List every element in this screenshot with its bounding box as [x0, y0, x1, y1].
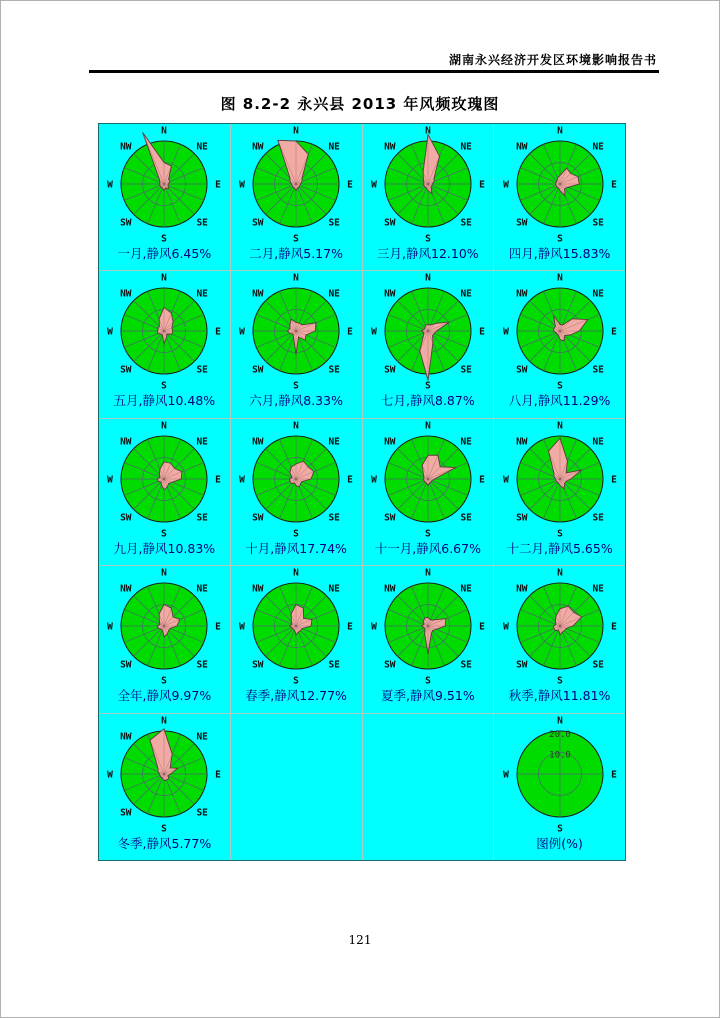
compass-label-S: S: [161, 528, 168, 537]
wind-rose-chart: [494, 566, 625, 684]
compass-label-N: N: [556, 125, 563, 137]
empty-cell: [231, 714, 362, 860]
compass-label-N: N: [161, 420, 168, 432]
compass-label-W: W: [502, 179, 509, 191]
compass-label-E: E: [610, 769, 617, 781]
compass-label-SW: SW: [383, 512, 396, 524]
compass-label-S: S: [161, 380, 168, 390]
wind-rose-chart: [231, 124, 362, 242]
figure-title: 图 8.2-2 永兴县 2013 年风频玫瑰图: [220, 95, 500, 113]
rose-cell-14: [231, 566, 362, 712]
compass-label-N: N: [293, 272, 299, 284]
compass-label-NE: NE: [196, 288, 209, 300]
compass-label-S: S: [425, 233, 431, 242]
compass-label-W: W: [371, 621, 377, 633]
compass-label-E: E: [479, 474, 485, 486]
compass-label-NW: NW: [383, 436, 396, 448]
compass-label-NW: NW: [252, 288, 264, 300]
compass-label-NE: NE: [592, 436, 604, 448]
compass-label-W: W: [107, 621, 114, 633]
compass-label-NE: NE: [328, 141, 341, 153]
compass-label-NW: NW: [120, 141, 132, 153]
compass-label-S: S: [293, 675, 299, 685]
compass-label-SE: SE: [460, 512, 472, 524]
wind-rose-chart: [363, 419, 494, 537]
compass-label-W: W: [107, 179, 114, 191]
compass-label-E: E: [610, 326, 617, 338]
compass-label-SE: SE: [460, 365, 472, 377]
rose-caption: 十月,静风17.74%: [245, 540, 347, 556]
compass-label-S: S: [293, 528, 299, 537]
rose-caption: 五月,静风10.48%: [113, 393, 216, 409]
rose-cell-7: [363, 271, 494, 417]
compass-label-N: N: [425, 420, 431, 432]
rose-cell-1: [99, 124, 230, 270]
compass-label-S: S: [161, 675, 168, 685]
compass-label-NE: NE: [196, 436, 209, 448]
compass-label-NE: NE: [460, 436, 472, 448]
compass-label-S: S: [161, 233, 168, 242]
compass-label-SE: SE: [328, 659, 341, 671]
empty-cell: [363, 714, 494, 860]
compass-label-S: S: [425, 528, 431, 537]
compass-label-NW: NW: [383, 288, 396, 300]
compass-label-E: E: [347, 326, 353, 338]
compass-label-SE: SE: [460, 217, 472, 229]
compass-label-SE: SE: [592, 659, 604, 671]
compass-label-E: E: [479, 621, 485, 633]
wind-rose-chart: [99, 714, 230, 832]
rose-cell-15: [363, 566, 494, 712]
compass-label-SE: SE: [196, 217, 209, 229]
compass-label-S: S: [556, 380, 563, 390]
legend-ring-label: 10.0: [548, 750, 571, 761]
compass-label-SW: SW: [120, 217, 132, 229]
compass-label-W: W: [107, 326, 114, 338]
compass-label-S: S: [556, 823, 563, 832]
compass-label-SE: SE: [196, 659, 209, 671]
compass-label-NE: NE: [460, 288, 472, 300]
wind-rose-chart: [363, 271, 494, 389]
compass-label-SW: SW: [383, 217, 396, 229]
compass-label-E: E: [610, 621, 617, 633]
rose-caption: 九月,静风10.83%: [113, 540, 216, 556]
compass-label-NE: NE: [592, 583, 604, 595]
compass-label-N: N: [556, 272, 563, 284]
rose-caption: 一月,静风6.45%: [117, 246, 212, 261]
compass-label-NW: NW: [120, 583, 132, 595]
compass-label-NW: NW: [383, 583, 396, 595]
compass-label-NE: NE: [328, 436, 341, 448]
compass-label-W: W: [502, 769, 509, 781]
page-number: 121: [348, 933, 372, 947]
compass-label-N: N: [556, 715, 563, 727]
compass-label-SE: SE: [592, 512, 604, 524]
rose-cell-17: [99, 714, 230, 860]
compass-label-N: N: [556, 567, 563, 579]
compass-label-E: E: [215, 326, 222, 338]
rose-caption: 全年,静风9.97%: [117, 688, 212, 704]
rose-cell-4: [494, 124, 625, 270]
compass-label-E: E: [215, 474, 222, 486]
compass-label-N: N: [293, 125, 299, 137]
compass-label-N: N: [425, 125, 431, 137]
compass-label-W: W: [502, 326, 509, 338]
legend-chart: [494, 714, 625, 832]
rose-cell-13: [99, 566, 230, 712]
compass-label-SW: SW: [120, 659, 132, 671]
compass-label-NE: NE: [196, 730, 209, 742]
compass-label-SE: SE: [460, 659, 472, 671]
rose-cell-11: [363, 419, 494, 565]
wind-rose-chart: [494, 124, 625, 242]
wind-rose-grid: [98, 123, 626, 861]
rose-caption: 四月,静风15.83%: [508, 246, 611, 261]
compass-label-NW: NW: [120, 730, 132, 742]
wind-rose-chart: [231, 271, 362, 389]
rose-cell-2: [231, 124, 362, 270]
compass-label-NE: NE: [196, 583, 209, 595]
wind-rose-chart: [99, 124, 230, 242]
rose-caption: 十一月,静风6.67%: [374, 540, 481, 556]
compass-label-S: S: [425, 380, 431, 390]
compass-label-W: W: [239, 326, 245, 338]
compass-label-NE: NE: [196, 141, 209, 153]
rose-caption: 秋季,静风11.81%: [508, 688, 611, 704]
compass-label-NW: NW: [383, 141, 396, 153]
compass-label-S: S: [293, 233, 299, 242]
wind-rose-chart: [494, 271, 625, 389]
rose-caption: 六月,静风8.33%: [249, 393, 343, 409]
compass-label-E: E: [347, 474, 353, 486]
wind-rose-chart: [363, 124, 494, 242]
compass-label-W: W: [371, 179, 377, 191]
rose-caption: 夏季,静风9.51%: [381, 688, 475, 704]
compass-label-W: W: [371, 326, 377, 338]
compass-label-E: E: [347, 179, 353, 191]
compass-label-SW: SW: [252, 217, 264, 229]
compass-label-SE: SE: [328, 365, 341, 377]
compass-label-SE: SE: [592, 365, 604, 377]
rose-cell-9: [99, 419, 230, 565]
compass-label-E: E: [610, 474, 617, 486]
compass-label-NE: NE: [592, 288, 604, 300]
compass-label-N: N: [161, 272, 168, 284]
wind-rose-chart: [363, 566, 494, 684]
compass-label-SW: SW: [252, 659, 264, 671]
compass-label-W: W: [502, 621, 509, 633]
compass-label-W: W: [371, 474, 377, 486]
compass-label-SE: SE: [328, 217, 341, 229]
rose-caption: 冬季,静风5.77%: [117, 835, 212, 851]
compass-label-N: N: [161, 567, 168, 579]
rose-cell-8: [494, 271, 625, 417]
compass-label-SW: SW: [515, 512, 528, 524]
rose-cell-16: [494, 566, 625, 712]
rose-cell-5: [99, 271, 230, 417]
compass-label-SW: SW: [515, 365, 528, 377]
rose-cell-6: [231, 271, 362, 417]
compass-label-SE: SE: [196, 365, 209, 377]
compass-label-S: S: [425, 675, 431, 685]
wind-rose-chart: [231, 566, 362, 684]
compass-label-SE: SE: [592, 217, 604, 229]
compass-label-W: W: [502, 474, 509, 486]
rose-caption: 十二月,静风5.65%: [506, 540, 613, 556]
compass-label-SE: SE: [196, 807, 209, 819]
compass-label-S: S: [556, 233, 563, 242]
compass-label-E: E: [215, 769, 222, 781]
compass-label-N: N: [293, 567, 299, 579]
compass-label-E: E: [479, 326, 485, 338]
compass-label-NW: NW: [515, 288, 528, 300]
compass-label-SW: SW: [120, 512, 132, 524]
compass-label-S: S: [556, 528, 563, 537]
compass-label-S: S: [161, 823, 168, 832]
compass-label-E: E: [347, 621, 353, 633]
compass-label-W: W: [239, 621, 245, 633]
compass-label-NW: NW: [252, 141, 264, 153]
rose-caption: 三月,静风12.10%: [377, 246, 479, 261]
rose-caption: 春季,静风12.77%: [245, 688, 347, 704]
compass-label-S: S: [556, 675, 563, 685]
compass-label-SW: SW: [120, 365, 132, 377]
compass-label-SE: SE: [328, 512, 341, 524]
compass-label-NE: NE: [460, 141, 472, 153]
compass-label-SW: SW: [383, 659, 396, 671]
compass-label-E: E: [215, 179, 222, 191]
legend-ring-label: 20.0: [548, 729, 571, 740]
compass-label-SW: SW: [383, 365, 396, 377]
compass-label-SW: SW: [515, 659, 528, 671]
compass-label-NW: NW: [252, 583, 264, 595]
compass-label-SW: SW: [120, 807, 132, 819]
compass-label-N: N: [425, 567, 431, 579]
compass-label-NE: NE: [460, 583, 472, 595]
compass-label-N: N: [293, 420, 299, 432]
compass-label-E: E: [215, 621, 222, 633]
wind-rose-chart: [99, 566, 230, 684]
compass-label-SW: SW: [515, 217, 528, 229]
rose-caption: 七月,静风8.87%: [381, 393, 475, 409]
compass-label-W: W: [107, 474, 114, 486]
compass-label-NW: NW: [120, 436, 132, 448]
compass-label-S: S: [293, 380, 299, 390]
compass-label-N: N: [161, 715, 168, 727]
compass-label-E: E: [479, 179, 485, 191]
report-header-title: 湖南永兴经济开发区环境影响报告书: [448, 53, 657, 67]
compass-label-N: N: [556, 420, 563, 432]
wind-rose-chart: [231, 419, 362, 537]
compass-label-W: W: [239, 474, 245, 486]
compass-label-SW: SW: [252, 365, 264, 377]
rose-cell-10: [231, 419, 362, 565]
compass-label-NE: NE: [592, 141, 604, 153]
compass-label-N: N: [425, 272, 431, 284]
rose-cell-12: [494, 419, 625, 565]
rose-caption: 图例(%): [536, 835, 583, 851]
rose-caption: 八月,静风11.29%: [508, 393, 611, 409]
wind-rose-chart: [99, 419, 230, 537]
compass-label-SE: SE: [196, 512, 209, 524]
compass-label-NE: NE: [328, 583, 341, 595]
rose-caption: 二月,静风5.17%: [249, 246, 343, 261]
compass-label-NW: NW: [515, 141, 528, 153]
compass-label-SW: SW: [252, 512, 264, 524]
compass-label-W: W: [107, 769, 114, 781]
rose-cell-3: [363, 124, 494, 270]
compass-label-N: N: [161, 125, 168, 137]
compass-label-NW: NW: [515, 583, 528, 595]
compass-label-NW: NW: [252, 436, 264, 448]
wind-rose-chart: [494, 419, 625, 537]
compass-label-NE: NE: [328, 288, 341, 300]
compass-label-NW: NW: [120, 288, 132, 300]
header-rule: [89, 70, 659, 73]
wind-rose-chart: [99, 271, 230, 389]
legend-cell: [494, 714, 625, 860]
compass-label-W: W: [239, 179, 245, 191]
compass-label-NW: NW: [515, 436, 528, 448]
compass-label-E: E: [610, 179, 617, 191]
